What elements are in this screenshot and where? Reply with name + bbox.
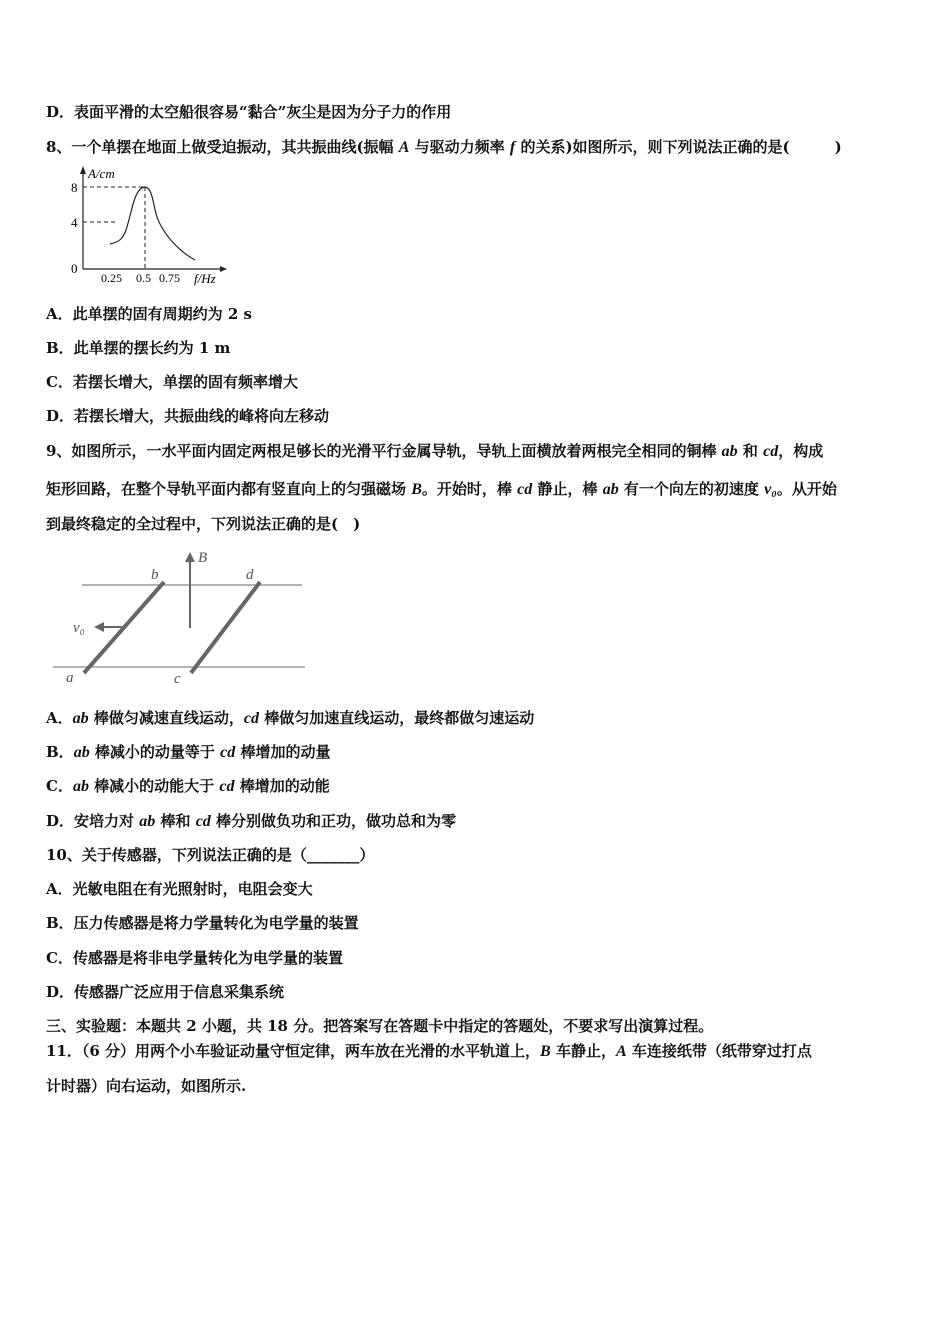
math-symbol: cd (219, 778, 235, 795)
math-symbol: ab (602, 481, 619, 498)
math-symbol: cd (763, 443, 779, 460)
text-segment: 棒分别做负功和正功，做功总和为零 (210, 812, 457, 830)
text-segment: 。从开始 (776, 480, 837, 498)
y-tick-4: 4 (71, 215, 78, 230)
rod-cd (191, 582, 260, 673)
question-11-line2 (46, 1076, 246, 1096)
option-a-q9 (46, 708, 534, 729)
option-a-q10 (46, 879, 313, 899)
text-segment: 。开始时，棒 (421, 480, 518, 498)
question-9-line2 (46, 479, 837, 500)
velocity-arrowhead-icon (94, 622, 104, 632)
x-axis-label: f/Hz (194, 271, 216, 286)
option-d-q9 (46, 811, 456, 832)
label-v0: v₀ (73, 620, 85, 636)
question-8 (46, 137, 842, 158)
text-segment: 的关系)如图所示，则下列说法正确的是( ) (515, 138, 842, 156)
text-segment: 车连接纸带（纸带穿过打点 (626, 1042, 812, 1060)
text-segment: B． (46, 743, 74, 761)
text-segment: 8、一个单摆在地面上做受迫振动，其共振曲线(振幅 (46, 138, 399, 156)
option-c-q8 (46, 372, 298, 392)
text-segment: D．表面平滑的太空船很容易“黏合”灰尘是因为分子力的作用 (46, 103, 452, 121)
option-d-q10 (46, 982, 284, 1002)
math-symbol: A (615, 1043, 627, 1060)
text-segment: 与驱动力频率 (409, 138, 510, 156)
label-c: c (174, 671, 181, 687)
text-segment: 矩形回路，在整个导轨平面内都有竖直向上的匀强磁场 (46, 480, 412, 498)
text-segment: A．此单摆的固有周期约为 2 s (46, 305, 252, 323)
y-axis-label: A/cm (88, 166, 115, 181)
text-segment: D．安培力对 (46, 812, 140, 830)
math-symbol: ab (72, 778, 89, 795)
question-9-line1 (46, 441, 823, 462)
text-segment: 棒减小的动量等于 (89, 743, 221, 761)
label-a: a (66, 670, 74, 686)
rails-figure (40, 540, 320, 690)
text-segment: 棒增加的动能 (234, 777, 330, 795)
text-segment: 到最终稳定的全过程中，下列说法正确的是( ) (46, 515, 361, 533)
text-segment: ，构成 (778, 442, 824, 460)
text-segment: 棒增加的动量 (235, 743, 331, 761)
text-segment: 车静止， (550, 1042, 616, 1060)
text-segment: A． (46, 709, 73, 727)
text-segment: 11．（6 分）用两个小车验证动量守恒定律，两车放在光滑的水平轨道上， (46, 1042, 541, 1060)
y-axis-arrow-icon (80, 166, 86, 174)
field-arrowhead-icon (185, 552, 195, 562)
question-10 (46, 845, 374, 865)
text-segment: A．光敏电阻在有光照射时，电阻会变大 (46, 880, 313, 898)
text-segment: B．压力传感器是将力学量转化为电学量的装置 (46, 914, 359, 932)
text-segment: 有一个向左的初速度 (618, 480, 765, 498)
x-axis-arrow-icon (220, 266, 227, 272)
option-b-q10 (46, 913, 359, 933)
label-d: d (246, 567, 254, 583)
text-segment: B．此单摆的摆长约为 1 m (46, 339, 231, 357)
math-symbol: f (509, 139, 516, 156)
option-c-q9 (46, 776, 330, 797)
text-segment: D．若摆长增大，共振曲线的峰将向左移动 (46, 407, 330, 425)
option-c-q10 (46, 948, 343, 968)
math-symbol: ab (73, 744, 90, 761)
math-symbol: ab (72, 710, 89, 727)
math-symbol: cd (220, 744, 236, 761)
label-b: b (151, 567, 159, 583)
text-segment: 棒减小的动能大于 (88, 777, 220, 795)
text-segment: 棒和 (155, 812, 196, 830)
text-segment: 静止，棒 (532, 480, 603, 498)
math-symbol: cd (195, 813, 211, 830)
question-11-line1 (46, 1041, 812, 1062)
math-symbol: cd (243, 710, 259, 727)
math-symbol: cd (517, 481, 533, 498)
x-tick-0.75: 0.75 (159, 271, 180, 285)
math-symbol: ab (139, 813, 156, 830)
section-3-heading (46, 1016, 713, 1036)
math-symbol: v₀ (764, 481, 777, 498)
text-segment: C．若摆长增大，单摆的固有频率增大 (46, 373, 298, 391)
option-a-q8 (46, 304, 252, 324)
question-9-line3 (46, 514, 360, 534)
text-segment: C． (46, 777, 73, 795)
label-B: B (198, 550, 208, 566)
resonance-curve-figure (70, 162, 230, 287)
math-symbol: ab (721, 443, 738, 460)
text-segment: 棒做匀减速直线运动， (88, 709, 244, 727)
text-segment: 9、如图所示，一水平面内固定两根足够长的光滑平行金属导轨，导轨上面横放着两根完全相同的铜棒 (46, 442, 722, 460)
option-d-q8 (46, 406, 329, 426)
option-d-q7 (46, 102, 451, 122)
y-tick-8: 8 (71, 180, 78, 195)
y-tick-0: 0 (71, 261, 78, 276)
math-symbol: B (540, 1043, 551, 1060)
text-segment: D．传感器广泛应用于信息采集系统 (46, 983, 285, 1001)
x-tick-0.25: 0.25 (101, 271, 122, 285)
resonance-curve (110, 187, 195, 260)
math-symbol: B (411, 481, 422, 498)
math-symbol: A (398, 139, 410, 156)
text-segment: 棒做匀加速直线运动，最终都做匀速运动 (258, 709, 535, 727)
text-segment: 三、实验题：本题共 2 小题，共 18 分。把答案写在答题卡中指定的答题处，不要求写出演算过程。 (46, 1017, 714, 1035)
x-tick-0.5: 0.5 (136, 271, 151, 285)
text-segment: 10、关于传感器，下列说法正确的是（_______） (46, 846, 375, 864)
option-b-q9 (46, 742, 330, 763)
text-segment: 计时器）向右运动，如图所示. (46, 1077, 247, 1095)
text-segment: C．传感器是将非电学量转化为电学量的装置 (46, 949, 343, 967)
text-segment: 和 (737, 442, 764, 460)
option-b-q8 (46, 338, 230, 358)
